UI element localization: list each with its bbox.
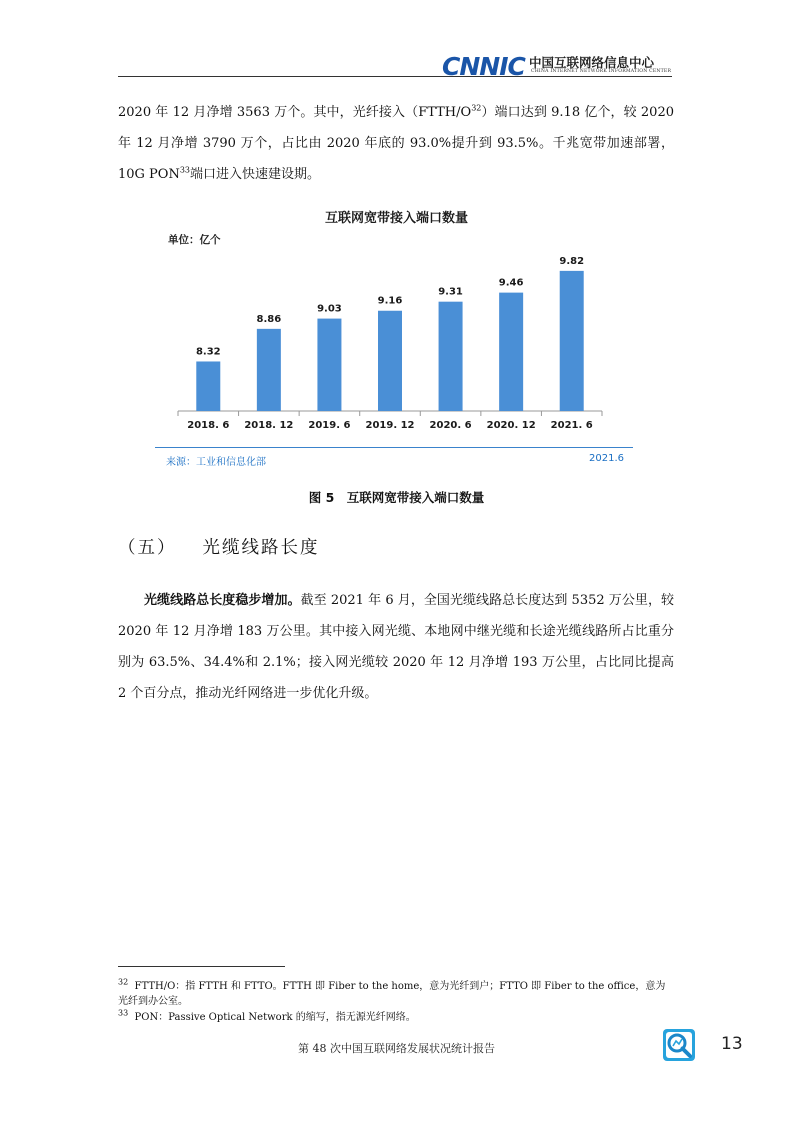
intro-text-a: 2020 年 12 月净增 3563 万个。其中，光纤接入（FTTH/O bbox=[118, 105, 472, 120]
bar-value-label: 8.32 bbox=[195, 346, 221, 358]
footnote-ref-32[interactable]: 32 bbox=[471, 103, 482, 113]
section-number: （五） bbox=[118, 538, 177, 558]
section-heading bbox=[118, 534, 320, 559]
intro-text-b: ）端口达到 9.18 亿个，较 2020 年 12 月净增 3790 万个，占比由 2020 年底的 93.0%提升到 93.5%。千兆宽带加速部署，10G PON bbox=[118, 105, 674, 182]
body-lead-bold: 光缆线路总长度稳步增加。 bbox=[144, 593, 301, 608]
section-title: 光缆线路长度 bbox=[202, 538, 320, 558]
x-tick-label: 2019. 6 bbox=[308, 420, 351, 431]
footnote-ref-33[interactable]: 33 bbox=[179, 165, 191, 175]
intro-text-c: 端口进入快速建设期。 bbox=[190, 167, 321, 182]
footnote-text-32: FTTH/O：指 FTTH 和 FTTO。FTTH 即 Fiber to the home，意为光纤到户；FTTO 即 Fiber to the office，意为光纤到办公室。 bbox=[118, 981, 666, 1007]
body-text: 截至 2021 年 6 月，全国光缆线路总长度达到 5352 万公里，较 2020 年 12 月净增 183 万公里。其中接入网光缆、本地网中继光缆和长途光缆线路所占比重分别为 63.5%、34.4%和 2.1%；接入网光缆较 2020 年 12 月净增 193 万公里，占比同比提高 2 个百分点，推动光纤网络进一步优化升级。 bbox=[118, 593, 674, 701]
body-paragraph bbox=[118, 585, 674, 709]
chart-source: 来源：工业和信息化部 bbox=[166, 457, 266, 468]
footnote-rule bbox=[118, 966, 285, 967]
bar bbox=[560, 271, 584, 411]
figure-caption: 图 5 互联网宽带接入端口数量 bbox=[308, 490, 485, 505]
org-name-cn: 中国互联网络信息中心 bbox=[529, 55, 655, 70]
bar bbox=[317, 319, 341, 411]
footnote-32 bbox=[118, 979, 674, 1009]
chart-date: 2021.6 bbox=[589, 453, 624, 464]
bar bbox=[196, 361, 220, 411]
intro-paragraph bbox=[118, 97, 674, 190]
footnote-text-33: PON：Passive Optical Network 的缩写，指无源光纤网络。 bbox=[134, 1012, 416, 1023]
bar bbox=[378, 311, 402, 411]
org-name-en: CHINA INTERNET NETWORK INFORMATION CENTER bbox=[531, 69, 672, 74]
page-number: 13 bbox=[721, 1034, 743, 1054]
bar bbox=[257, 329, 281, 411]
footer-report-title: 第 48 次中国互联网络发展状况统计报告 bbox=[298, 1042, 495, 1055]
x-tick-label: 2018. 12 bbox=[244, 420, 294, 431]
bar-value-label: 8.86 bbox=[256, 313, 282, 325]
bar-value-label: 9.16 bbox=[377, 295, 403, 307]
bar bbox=[439, 302, 463, 411]
bar-value-label: 9.46 bbox=[498, 277, 524, 289]
x-tick-label: 2019. 12 bbox=[365, 420, 415, 431]
chart-unit-label: 单位：亿个 bbox=[168, 234, 221, 246]
cnnic-logo: CNNIC bbox=[442, 52, 525, 81]
x-tick-label: 2020. 12 bbox=[486, 420, 536, 431]
search-magnifier-icon bbox=[662, 1028, 696, 1062]
x-tick-label: 2020. 6 bbox=[429, 420, 472, 431]
x-tick-label: 2018. 6 bbox=[187, 420, 230, 431]
bar-value-label: 9.31 bbox=[438, 286, 463, 298]
bar-value-label: 9.03 bbox=[317, 303, 342, 315]
chart-source-rule bbox=[155, 447, 633, 448]
x-tick-label: 2021. 6 bbox=[550, 420, 593, 431]
footnote-num-32: 32 bbox=[118, 977, 129, 987]
chart-title: 互联网宽带接入端口数量 bbox=[324, 211, 468, 226]
bar-chart bbox=[150, 240, 630, 440]
bar-value-label: 9.82 bbox=[559, 255, 585, 267]
footnote-num-33: 33 bbox=[118, 1008, 129, 1018]
bar bbox=[499, 293, 523, 411]
footnote-33 bbox=[118, 1010, 674, 1025]
header-rule bbox=[118, 76, 672, 77]
